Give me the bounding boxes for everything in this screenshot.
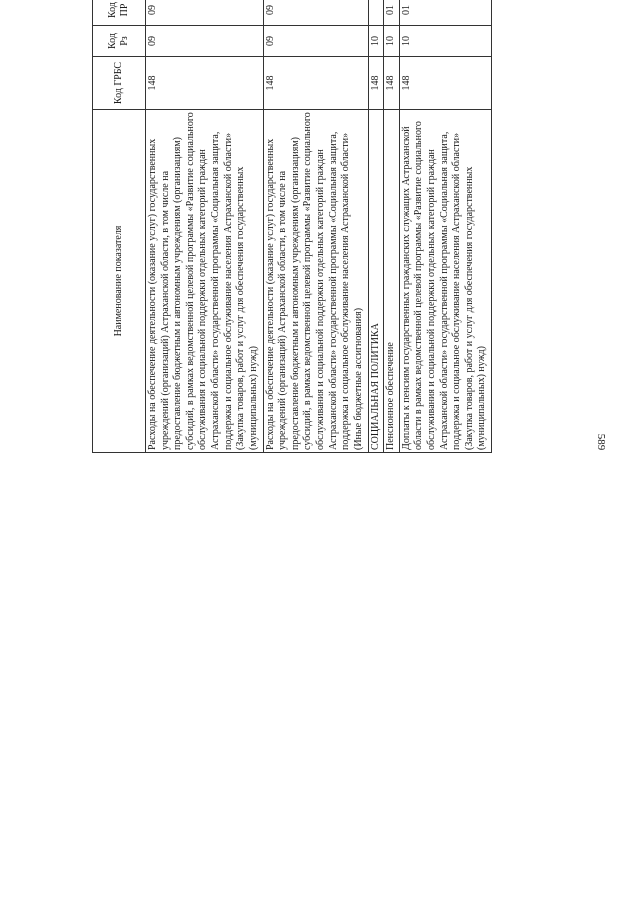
- row-grbs: 148: [263, 57, 368, 110]
- table-row: [146, 0, 264, 453]
- budget-table: [92, 0, 492, 453]
- row-grbs: 148: [384, 57, 400, 110]
- row-rz: 10: [399, 26, 491, 57]
- row-pr: 01: [384, 0, 400, 26]
- row-pr: 09: [263, 0, 368, 26]
- row-pr: 09: [146, 0, 264, 26]
- table-row: [399, 0, 491, 453]
- header-name: Наименование показателя: [93, 110, 146, 453]
- row-pr: [368, 0, 384, 26]
- table-row: [263, 0, 368, 453]
- page-number: 589: [595, 433, 607, 451]
- header-pr: Код ПР: [93, 0, 146, 26]
- header-grbs: Код ГРБС: [93, 57, 146, 110]
- row-pr: 01: [399, 0, 491, 26]
- row-name: Доплаты к пенсиям государственных гражданских служащих Астраханской области в рамках ведомственной целевой программы «Развитие социального обслуживания и социальной поддержки отдельных категорий граждан Астраханской области» государственной программы «Социальная защита, поддержка и социальное обслуживание населения Астраханской области» (Закупка товаров, работ и услуг для обеспечения государственных (муниципальных) нужд): [399, 110, 491, 453]
- row-name: СОЦИАЛЬНАЯ ПОЛИТИКА: [368, 110, 384, 453]
- table-row: [384, 0, 400, 453]
- row-grbs: 148: [399, 57, 491, 110]
- row-name: Расходы на обеспечение деятельности (оказание услуг) государственных учреждений (организаций) Астраханской области, в том числе на предоставление бюджетным и автономным учреждениям (организациям) субсидий, в рамках ведомственной целевой программы «Развитие социального обслуживания и социальной поддержки отдельных категорий граждан Астраханской области» государственной программы «Социальная защита, поддержка и социальное обслуживание населения Астраханской области» (Закупка товаров, работ и услуг для обеспечения государственных (муниципальных) нужд): [146, 110, 264, 453]
- row-name: Расходы на обеспечение деятельности (оказание услуг) государственных учреждений (организаций) Астраханской области, в том числе на предоставление бюджетным и автономным учреждениям (организациям) субсидий, в рамках ведомственной целевой программы «Развитие социального обслуживания и социальной поддержки отдельных категорий граждан Астраханской области» государственной программы «Социальная защита, поддержка и социальное обслуживание населения Астраханской области» (Иные бюджетные ассигнования): [263, 110, 368, 453]
- row-rz: 09: [146, 26, 264, 57]
- header-rz: Код Рз: [93, 26, 146, 57]
- rotated-page: [92, 2, 492, 838]
- row-grbs: 148: [146, 57, 264, 110]
- table-row: [368, 0, 384, 453]
- row-rz: 10: [368, 26, 384, 57]
- row-grbs: 148: [368, 57, 384, 110]
- row-rz: 10: [384, 26, 400, 57]
- row-name: Пенсионное обеспечение: [384, 110, 400, 453]
- table-header-row: [93, 0, 146, 453]
- row-rz: 09: [263, 26, 368, 57]
